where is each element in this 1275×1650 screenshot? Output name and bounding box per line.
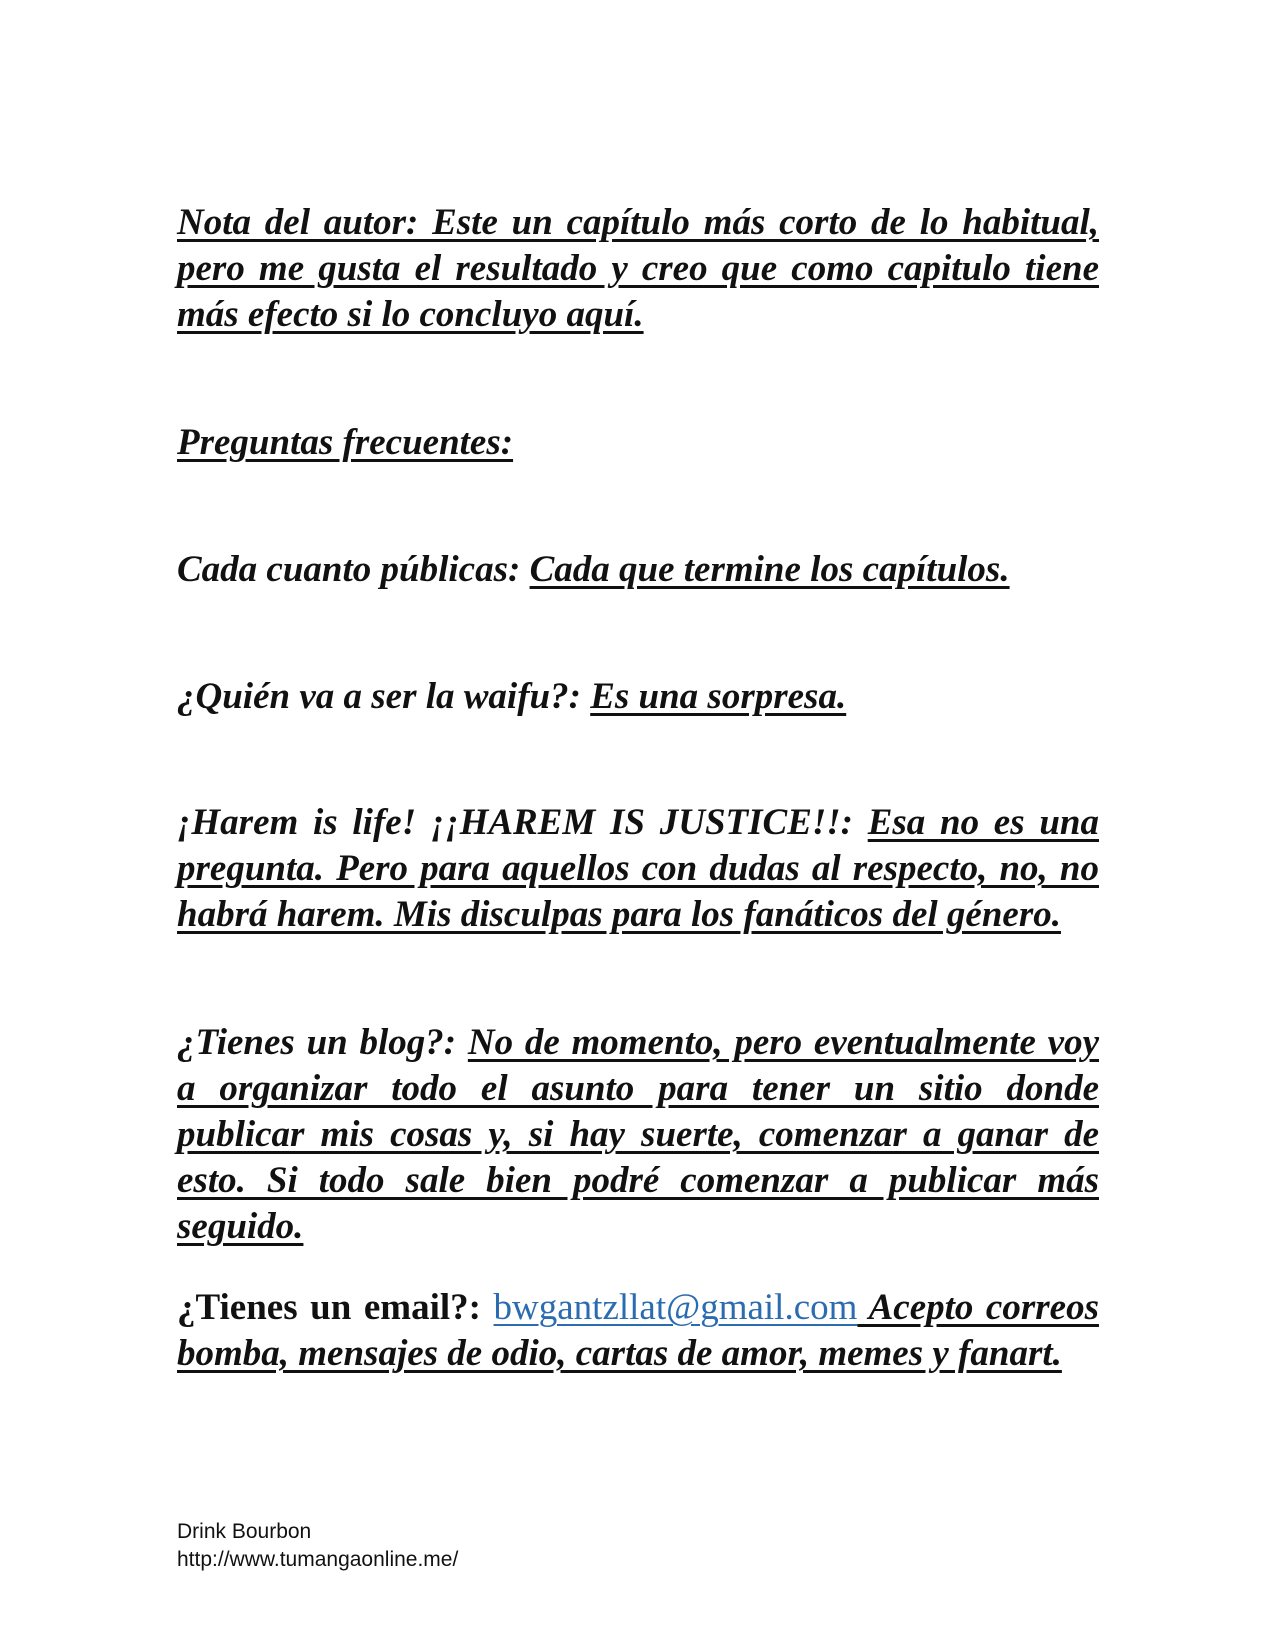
faq-question: ¡Harem is life! ¡¡HAREM IS JUSTICE!!:: [177, 802, 868, 843]
faq-item-publish-frequency: [177, 547, 1099, 593]
faq-question: ¿Tienes un blog?:: [177, 1022, 468, 1063]
footer-url: http://www.tumangaonline.me/: [177, 1548, 459, 1571]
faq-item-blog: [177, 1020, 1099, 1250]
faq-item-waifu: [177, 674, 1099, 720]
faq-answer: Cada que termine los capítulos.: [529, 549, 1010, 590]
footer-signature: Drink Bourbon: [177, 1520, 312, 1543]
faq-item-email: [177, 1285, 1099, 1377]
faq-heading: [177, 420, 1099, 466]
faq-answer: Acepto correos bomba, mensajes de odio, cartas de amor, memes y fanart.: [177, 1287, 1099, 1374]
faq-answer: Es una sorpresa.: [590, 676, 847, 717]
faq-question: ¿Tienes un email?:: [177, 1287, 494, 1328]
author-note-text: Nota del autor: Este un capítulo más corto de lo habitual, pero me gusta el resultado y creo que como capitulo tiene más efecto si lo concluyo aquí.: [177, 202, 1099, 335]
faq-question: ¿Quién va a ser la waifu?:: [177, 676, 591, 717]
email-link[interactable]: bwgantzllat@gmail.com: [493, 1287, 858, 1328]
page-footer: [177, 1518, 458, 1574]
faq-question: Cada cuanto públicas:: [177, 549, 530, 590]
author-note: [177, 200, 1099, 338]
faq-heading-text: Preguntas frecuentes:: [177, 422, 514, 463]
faq-item-harem: [177, 800, 1099, 938]
faq-answer: No de momento, pero eventualmente voy a organizar todo el asunto para tener un sitio donde publicar mis cosas y, si hay suerte, comenzar a ganar de esto. Si todo sale bien podré comenzar a publicar más seguido.: [177, 1022, 1099, 1247]
faq-answer: Esa no es una pregunta. Pero para aquellos con dudas al respecto, no, no habrá harem. Mis disculpas para los fanáticos del género.: [177, 802, 1099, 935]
